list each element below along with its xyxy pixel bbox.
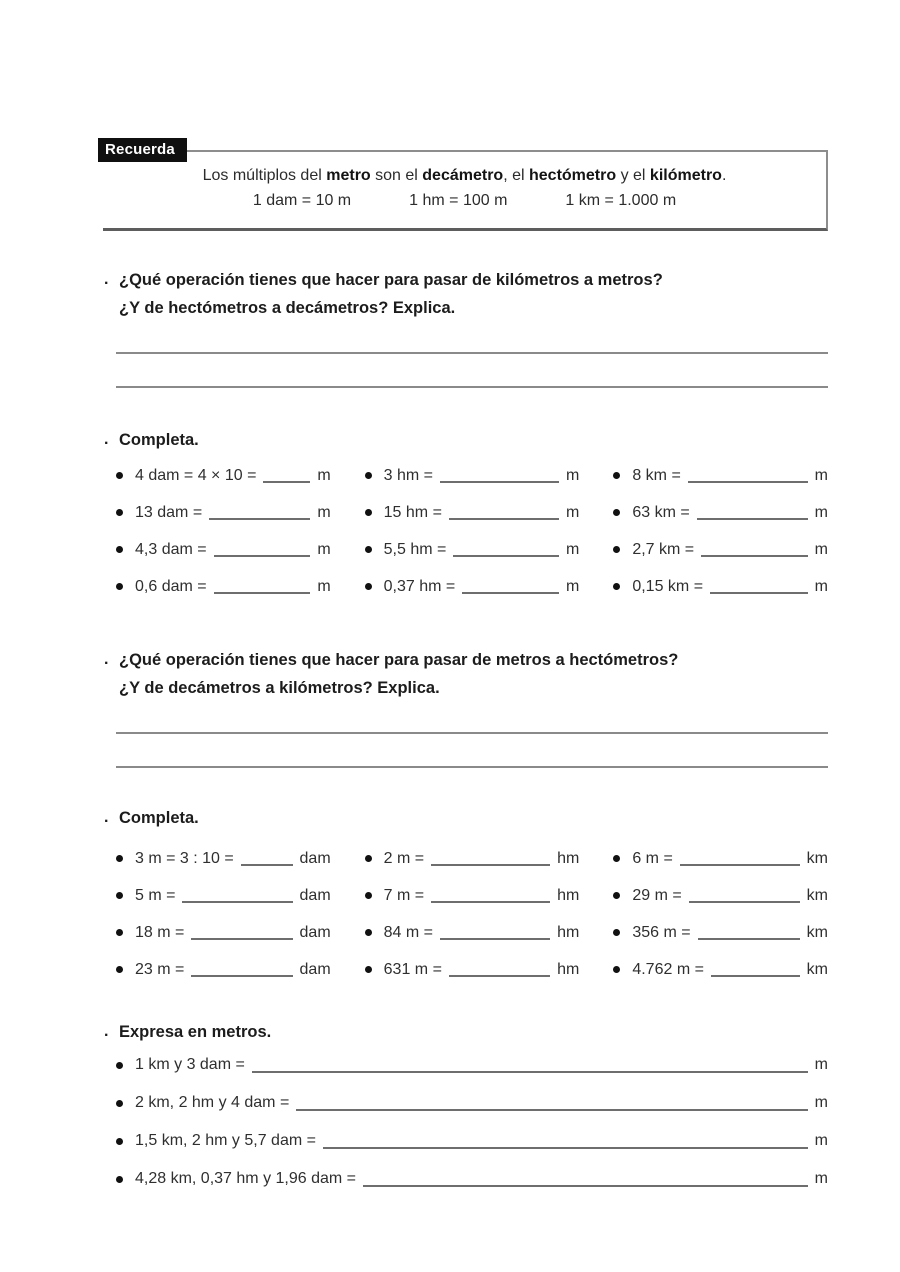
- item-unit: m: [566, 577, 580, 595]
- item-label: 15 hm =: [383, 503, 442, 521]
- item-unit: m: [814, 577, 828, 595]
- answer-blank[interactable]: [440, 925, 550, 940]
- item-unit: m: [566, 503, 580, 521]
- item-unit: m: [566, 466, 580, 484]
- item-unit: m: [814, 1132, 828, 1149]
- exercise-marker: .: [104, 271, 109, 288]
- completa-1-column-dam: [116, 457, 331, 605]
- fill-in-item: [116, 951, 331, 988]
- answer-blank[interactable]: [449, 962, 550, 977]
- item-unit: m: [317, 577, 331, 595]
- bullet-icon: [116, 546, 123, 553]
- completa-1-title: Completa.: [119, 431, 199, 449]
- bullet-icon: [365, 966, 372, 973]
- item-label: 6 m =: [632, 849, 673, 867]
- answer-blank[interactable]: [710, 579, 808, 594]
- answer-blank[interactable]: [689, 888, 800, 903]
- bullet-icon: [613, 855, 620, 862]
- item-label: 1 km y 3 dam =: [135, 1056, 245, 1073]
- answer-blank[interactable]: [440, 468, 559, 483]
- item-unit: hm: [557, 960, 580, 978]
- text-fragment-bold: kilómetro: [649, 167, 722, 184]
- item-label: 13 dam =: [135, 503, 203, 521]
- bullet-icon: [613, 546, 620, 553]
- fill-in-item: [613, 951, 828, 988]
- text-fragment: .: [721, 167, 727, 184]
- answer-blank[interactable]: [680, 851, 800, 866]
- answer-blank[interactable]: [697, 505, 808, 520]
- fill-in-item: [116, 877, 331, 914]
- completa-1-column-hm: [365, 457, 580, 605]
- equivalence-km: 1 km = 1.000 m: [565, 192, 677, 209]
- bullet-icon: [365, 855, 372, 862]
- answer-blank[interactable]: [462, 579, 559, 594]
- answer-blank[interactable]: [263, 468, 310, 483]
- equivalence-hm: 1 hm = 100 m: [409, 192, 508, 209]
- completa-1-column-km: [613, 457, 828, 605]
- text-fragment-bold: decámetro: [422, 167, 504, 184]
- item-unit: km: [806, 923, 828, 941]
- fill-in-item: [365, 568, 580, 605]
- bullet-icon: [116, 1100, 123, 1107]
- fill-in-item: [613, 494, 828, 531]
- answer-blank[interactable]: [449, 505, 559, 520]
- answer-blank[interactable]: [711, 962, 800, 977]
- answer-rule-line[interactable]: [116, 322, 828, 354]
- question-1: [104, 266, 828, 322]
- item-unit: m: [814, 540, 828, 558]
- item-label: 3 hm =: [383, 466, 434, 484]
- fill-in-item: [613, 914, 828, 951]
- fill-in-item: [116, 1084, 828, 1122]
- bullet-icon: [613, 583, 620, 590]
- question-2-answer-area: [116, 702, 828, 768]
- answer-blank[interactable]: [182, 888, 292, 903]
- answer-blank[interactable]: [698, 925, 800, 940]
- bullet-icon: [365, 583, 372, 590]
- answer-blank[interactable]: [209, 505, 310, 520]
- item-label: 84 m =: [383, 923, 434, 941]
- recuerda-sentence: [103, 167, 826, 185]
- answer-blank[interactable]: [214, 542, 311, 557]
- answer-blank[interactable]: [191, 925, 292, 940]
- item-label: 2 km, 2 hm y 4 dam =: [135, 1094, 290, 1111]
- item-label: 4,28 km, 0,37 hm y 1,96 dam =: [135, 1170, 357, 1187]
- bullet-icon: [116, 509, 123, 516]
- equivalence-dam: 1 dam = 10 m: [252, 192, 352, 209]
- answer-blank[interactable]: [241, 851, 293, 866]
- completa-2-title: Completa.: [119, 809, 199, 827]
- fill-in-item: [116, 914, 331, 951]
- text-fragment-bold: metro: [326, 167, 371, 184]
- exercise-marker: .: [104, 809, 109, 826]
- answer-blank[interactable]: [688, 468, 808, 483]
- fill-in-item: [613, 568, 828, 605]
- bullet-icon: [116, 1138, 123, 1145]
- recuerda-tab-label: Recuerda: [98, 138, 187, 162]
- bullet-icon: [365, 546, 372, 553]
- bullet-icon: [365, 929, 372, 936]
- item-unit: m: [317, 466, 331, 484]
- fill-in-item: [613, 457, 828, 494]
- item-unit: m: [317, 540, 331, 558]
- item-label: 0,6 dam =: [135, 577, 207, 595]
- item-label: 4,3 dam =: [135, 540, 207, 558]
- answer-blank[interactable]: [431, 851, 550, 866]
- fill-in-item: [116, 1046, 828, 1084]
- item-unit: hm: [557, 923, 580, 941]
- completa-2-column-dam: [116, 840, 331, 988]
- answer-blank[interactable]: [296, 1096, 807, 1111]
- fill-in-item: [116, 1122, 828, 1160]
- fill-in-item: [116, 531, 331, 568]
- answer-blank[interactable]: [453, 542, 559, 557]
- bullet-icon: [116, 855, 123, 862]
- item-label: 1,5 km, 2 hm y 5,7 dam =: [135, 1132, 316, 1149]
- item-unit: m: [814, 1094, 828, 1111]
- item-unit: km: [806, 960, 828, 978]
- fill-in-item: [365, 840, 580, 877]
- fill-in-item: [116, 457, 331, 494]
- item-label: 18 m =: [135, 923, 185, 941]
- bullet-icon: [116, 892, 123, 899]
- text-fragment-bold: hectómetro: [529, 167, 617, 184]
- item-unit: km: [806, 886, 828, 904]
- item-unit: dam: [299, 849, 331, 867]
- item-unit: m: [814, 1170, 828, 1187]
- item-unit: m: [814, 503, 828, 521]
- completa-2-heading: [104, 806, 828, 830]
- item-unit: dam: [299, 886, 331, 904]
- expresa-rows: [116, 1046, 828, 1198]
- item-label: 4 dam = 4 × 10 =: [135, 466, 257, 484]
- answer-rule-line[interactable]: [116, 702, 828, 734]
- fill-in-item: [116, 494, 331, 531]
- question-2-line-1: ¿Qué operación tienes que hacer para pasar de metros a hectómetros?: [119, 651, 679, 669]
- item-label: 2 m =: [383, 849, 425, 867]
- fill-in-item: [116, 1160, 828, 1198]
- answer-blank[interactable]: [323, 1134, 808, 1149]
- item-label: 2,7 km =: [632, 540, 695, 558]
- item-unit: hm: [557, 849, 580, 867]
- question-1-line-2: ¿Y de hectómetros a decámetros? Explica.: [119, 299, 456, 317]
- bullet-icon: [116, 929, 123, 936]
- fill-in-item: [365, 457, 580, 494]
- bullet-icon: [116, 966, 123, 973]
- completa-1-heading: [104, 428, 828, 452]
- fill-in-item: [365, 951, 580, 988]
- completa-2-column-km: [613, 840, 828, 988]
- question-1-line-1: ¿Qué operación tienes que hacer para pasar de kilómetros a metros?: [119, 271, 663, 289]
- bullet-icon: [116, 1176, 123, 1183]
- item-unit: m: [814, 1056, 828, 1073]
- fill-in-item: [365, 494, 580, 531]
- item-label: 7 m =: [383, 886, 425, 904]
- page-content: [103, 139, 828, 1198]
- fill-in-item: [365, 914, 580, 951]
- text-fragment: y el: [616, 167, 650, 184]
- exercise-marker: .: [104, 431, 109, 448]
- item-label: 3 m = 3 : 10 =: [135, 849, 234, 867]
- answer-blank[interactable]: [252, 1058, 808, 1073]
- answer-blank[interactable]: [363, 1172, 808, 1187]
- item-unit: hm: [557, 886, 580, 904]
- item-label: 8 km =: [632, 466, 681, 484]
- completa-2-grid: [116, 840, 828, 988]
- answer-blank[interactable]: [191, 962, 292, 977]
- bullet-icon: [613, 892, 620, 899]
- exercise-marker: .: [104, 1023, 109, 1040]
- item-unit: m: [566, 540, 580, 558]
- item-unit: dam: [299, 960, 331, 978]
- item-unit: km: [806, 849, 828, 867]
- item-label: 5,5 hm =: [383, 540, 447, 558]
- fill-in-item: [613, 877, 828, 914]
- item-label: 4.762 m =: [632, 960, 704, 978]
- answer-rule-line[interactable]: [116, 734, 828, 768]
- bullet-icon: [613, 966, 620, 973]
- expresa-title: Expresa en metros.: [119, 1023, 272, 1041]
- item-unit: dam: [299, 923, 331, 941]
- answer-rule-line[interactable]: [116, 354, 828, 388]
- bullet-icon: [365, 892, 372, 899]
- question-2: [104, 646, 828, 702]
- equivalence-row: [103, 192, 826, 210]
- question-1-answer-area: [116, 322, 828, 388]
- question-2-text: [119, 646, 678, 702]
- item-label: 631 m =: [383, 960, 442, 978]
- completa-2-column-hm: [365, 840, 580, 988]
- bullet-icon: [365, 509, 372, 516]
- bullet-icon: [365, 472, 372, 479]
- bullet-icon: [116, 472, 123, 479]
- bullet-icon: [613, 509, 620, 516]
- fill-in-item: [613, 531, 828, 568]
- recuerda-box: [103, 150, 828, 231]
- item-label: 23 m =: [135, 960, 185, 978]
- answer-blank[interactable]: [431, 888, 550, 903]
- text-fragment: , el: [503, 167, 529, 184]
- fill-in-item: [365, 877, 580, 914]
- item-label: 63 km =: [632, 503, 690, 521]
- expresa-heading: [104, 1020, 828, 1044]
- item-unit: m: [317, 503, 331, 521]
- text-fragment: son el: [370, 167, 423, 184]
- exercise-marker: .: [104, 651, 109, 668]
- item-label: 356 m =: [632, 923, 691, 941]
- item-label: 29 m =: [632, 886, 682, 904]
- text-fragment: Los múltiplos del: [202, 167, 327, 184]
- answer-blank[interactable]: [701, 542, 808, 557]
- fill-in-item: [116, 568, 331, 605]
- item-label: 0,37 hm =: [383, 577, 456, 595]
- bullet-icon: [613, 472, 620, 479]
- bullet-icon: [613, 929, 620, 936]
- bullet-icon: [116, 583, 123, 590]
- question-1-text: [119, 266, 663, 322]
- bullet-icon: [116, 1062, 123, 1069]
- item-label: 5 m =: [135, 886, 176, 904]
- completa-1-grid: [116, 457, 828, 605]
- fill-in-item: [365, 531, 580, 568]
- recuerda-section: [103, 141, 828, 231]
- item-label: 0,15 km =: [632, 577, 704, 595]
- fill-in-item: [613, 840, 828, 877]
- item-unit: m: [814, 466, 828, 484]
- question-2-line-2: ¿Y de decámetros a kilómetros? Explica.: [119, 679, 440, 697]
- answer-blank[interactable]: [214, 579, 311, 594]
- fill-in-item: [116, 840, 331, 877]
